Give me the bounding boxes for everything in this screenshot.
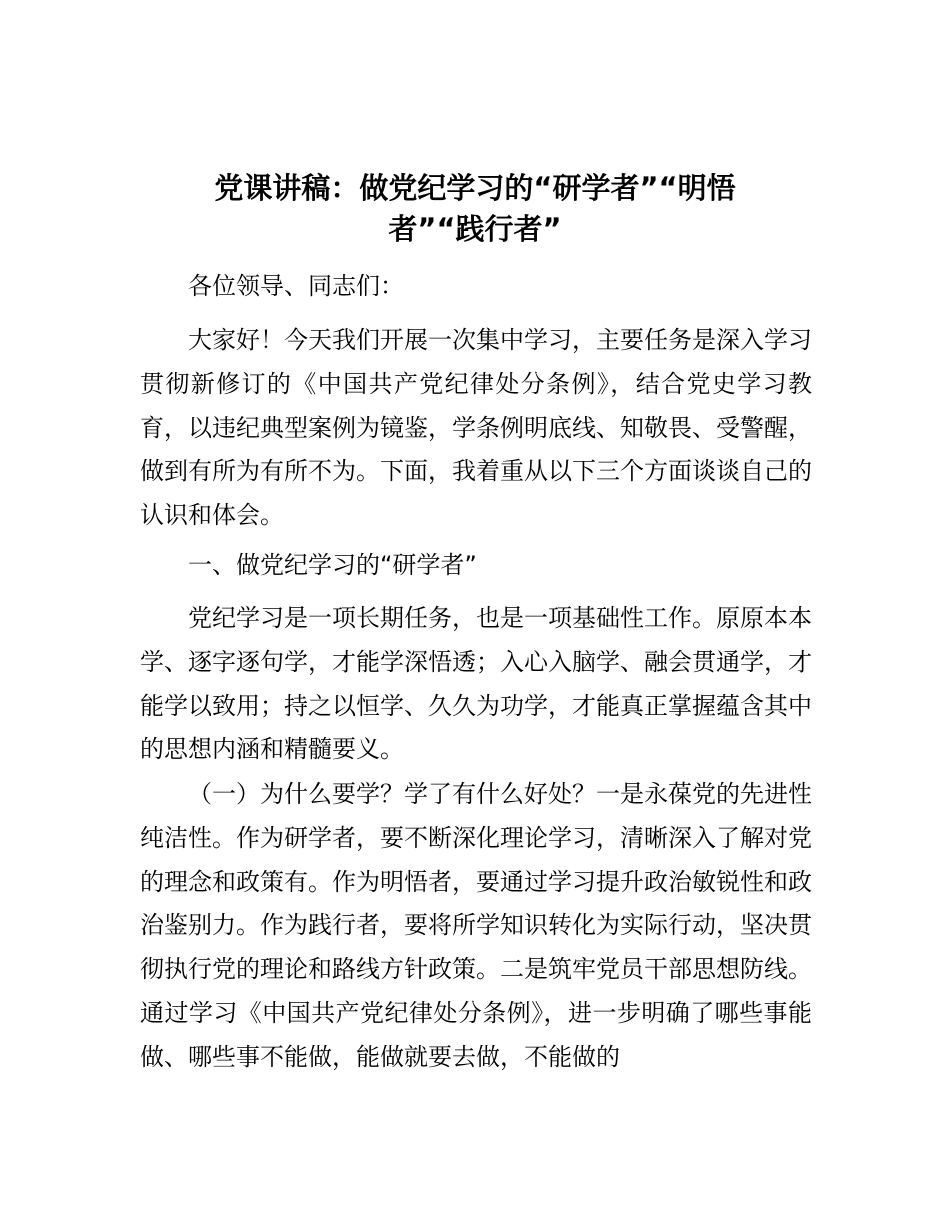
section-heading-1: 一、做党纪学习的“研学者” [188, 551, 477, 579]
section-1-paragraph: 党纪学习是一项长期任务，也是一项基础性工作。原原本本学、逐字逐句学，才能学深悟透；入心入脑学、融会贯通学，才能学以致用；持之以恒学、久久为功学，才能真正掌握蕴含其中的思想内涵和精髓要义。 [140, 604, 812, 764]
title-line-2: 者”“践行者” [388, 212, 562, 246]
intro-paragraph: 大家好！今天我们开展一次集中学习，主要任务是深入学习贯彻新修订的《中国共产党纪律处分条例》，结合党史学习教育，以违纪典型案例为镜鉴，学条例明底线、知敬畏、受警醒，做到有所为有所不为。下面，我着重从以下三个方面谈谈自己的认识和体会。 [140, 326, 812, 530]
title-line-1: 党课讲稿：做党纪学习的“研学者”“明悟 [214, 171, 736, 205]
document-title [140, 168, 810, 250]
subsection-1-paragraph: （一）为什么要学？学了有什么好处？一是永葆党的先进性纯洁性。作为研学者，要不断深化理论学习，清晰深入了解对党的理念和政策有。作为明悟者，要通过学习提升政治敏锐性和政治鉴别力。作为践行者，要将所学知识转化为实际行动，坚决贯彻执行党的理论和路线方针政策。二是筑牢党员干部思想防线。通过学习《中国共产党纪律处分条例》，进一步明确了哪些事能做、哪些事不能做，能做就要去做，不能做的 [140, 780, 812, 1071]
greeting: 各位领导、同志们： [188, 272, 404, 300]
